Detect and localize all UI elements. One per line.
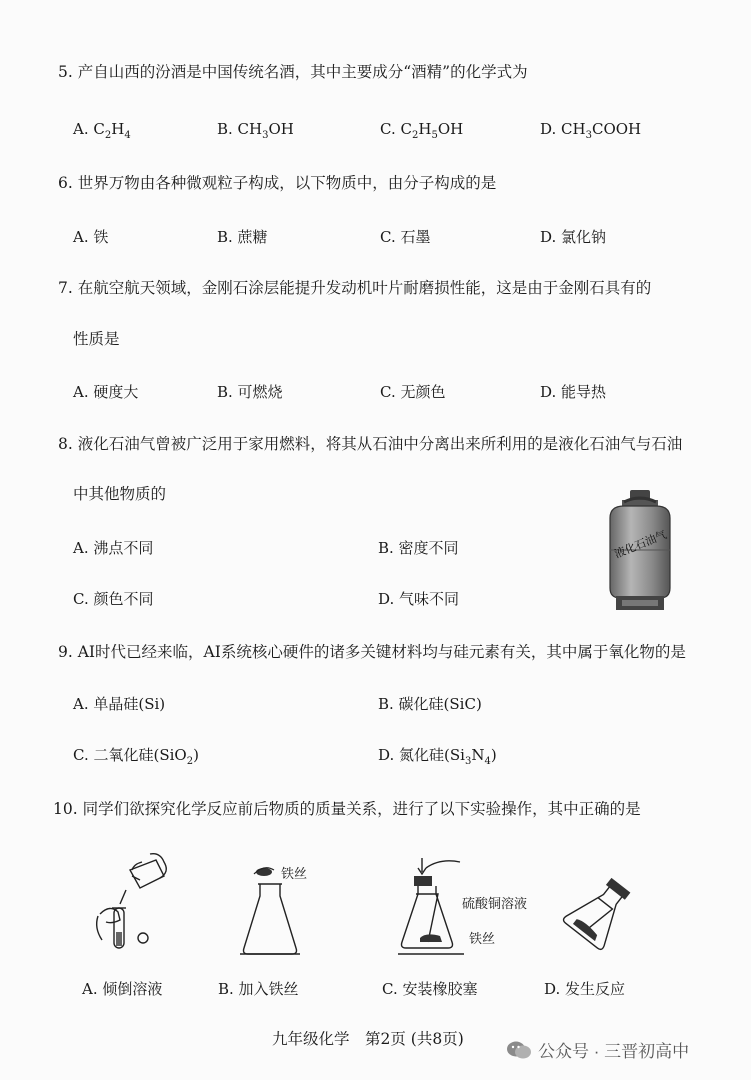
wechat-icon — [506, 1040, 532, 1060]
q7-option-d: D. 能导热 — [540, 383, 607, 401]
figure-c-stopper — [396, 858, 466, 958]
q7-stem-line1: 7. 在航空航天领域，金刚石涂层能提升发动机叶片耐磨损性能，这是由于金刚石具有的 — [58, 279, 652, 297]
figure-d-reaction — [560, 872, 640, 952]
q10-option-a: A. 倾倒溶液 — [82, 980, 163, 998]
figure-a-pouring — [88, 852, 178, 957]
q8-option-a: A. 沸点不同 — [73, 539, 154, 557]
q5-stem: 5. 产自山西的汾酒是中国传统名酒，其中主要成分“酒精”的化学式为 — [58, 63, 528, 81]
q5-option-d: D. $CH_3COOH$ — [540, 120, 642, 141]
q6-stem: 6. 世界万物由各种微观粒子构成，以下物质中，由分子构成的是 — [58, 174, 497, 192]
cylinder-label: 液化石油气 — [612, 528, 669, 561]
q5-option-a: A. $C_2H_4$ — [73, 120, 131, 141]
page-footer: 九年级化学 第2页 (共8页) — [272, 1030, 464, 1048]
q9-option-b: B. 碳化硅(SiC) — [378, 695, 482, 713]
q7-option-b: B. 可燃烧 — [217, 383, 283, 401]
q5-option-c: C. $C_2H_5OH$ — [380, 120, 464, 141]
label-iron-wire-b: 铁丝 — [281, 867, 308, 882]
q8-stem-line2: 中其他物质的 — [73, 485, 167, 503]
q6-option-d: D. 氯化钠 — [540, 228, 607, 246]
q9-stem: 9. AI时代已经来临，AI系统核心硬件的诸多关键材料均与硅元素有关，其中属于氧化物的是 — [58, 643, 686, 661]
q6-option-a: A. 铁 — [73, 228, 109, 246]
q10-option-c: C. 安装橡胶塞 — [382, 980, 478, 998]
watermark — [506, 1037, 689, 1062]
q9-option-d: D. 氮化硅$(Si_3N_4)$ — [378, 746, 497, 767]
q7-stem-line2: 性质是 — [73, 330, 120, 348]
q8-stem-line1: 8. 液化石油气曾被广泛用于家用燃料，将其从石油中分离出来所利用的是液化石油气与石油 — [58, 435, 683, 453]
q10-option-b: B. 加入铁丝 — [218, 980, 299, 998]
q6-option-b: B. 蔗糖 — [217, 228, 268, 246]
q9-option-c: C. 二氧化硅(SiO$_2$) — [73, 746, 199, 767]
gas-cylinder-illustration — [600, 488, 680, 612]
q8-option-c: C. 颜色不同 — [73, 590, 154, 608]
label-cuso4-solution: 硫酸铜溶液 — [462, 897, 528, 912]
q7-option-a: A. 硬度大 — [73, 383, 139, 401]
q6-option-c: C. 石墨 — [380, 228, 431, 246]
q10-option-d: D. 发生反应 — [544, 980, 626, 998]
q7-option-c: C. 无颜色 — [380, 383, 446, 401]
watermark-text: 公众号 · 三晋初高中 — [538, 1042, 690, 1061]
q8-option-d: D. 气味不同 — [378, 590, 460, 608]
label-iron-wire-c: 铁丝 — [469, 932, 496, 947]
q5-option-b: B. $CH_3OH$ — [217, 120, 294, 141]
q10-stem: 10. 同学们欲探究化学反应前后物质的质量关系，进行了以下实验操作，其中正确的是 — [53, 800, 641, 818]
q9-option-a: A. 单晶硅(Si) — [73, 695, 166, 713]
q8-option-b: B. 密度不同 — [378, 539, 459, 557]
